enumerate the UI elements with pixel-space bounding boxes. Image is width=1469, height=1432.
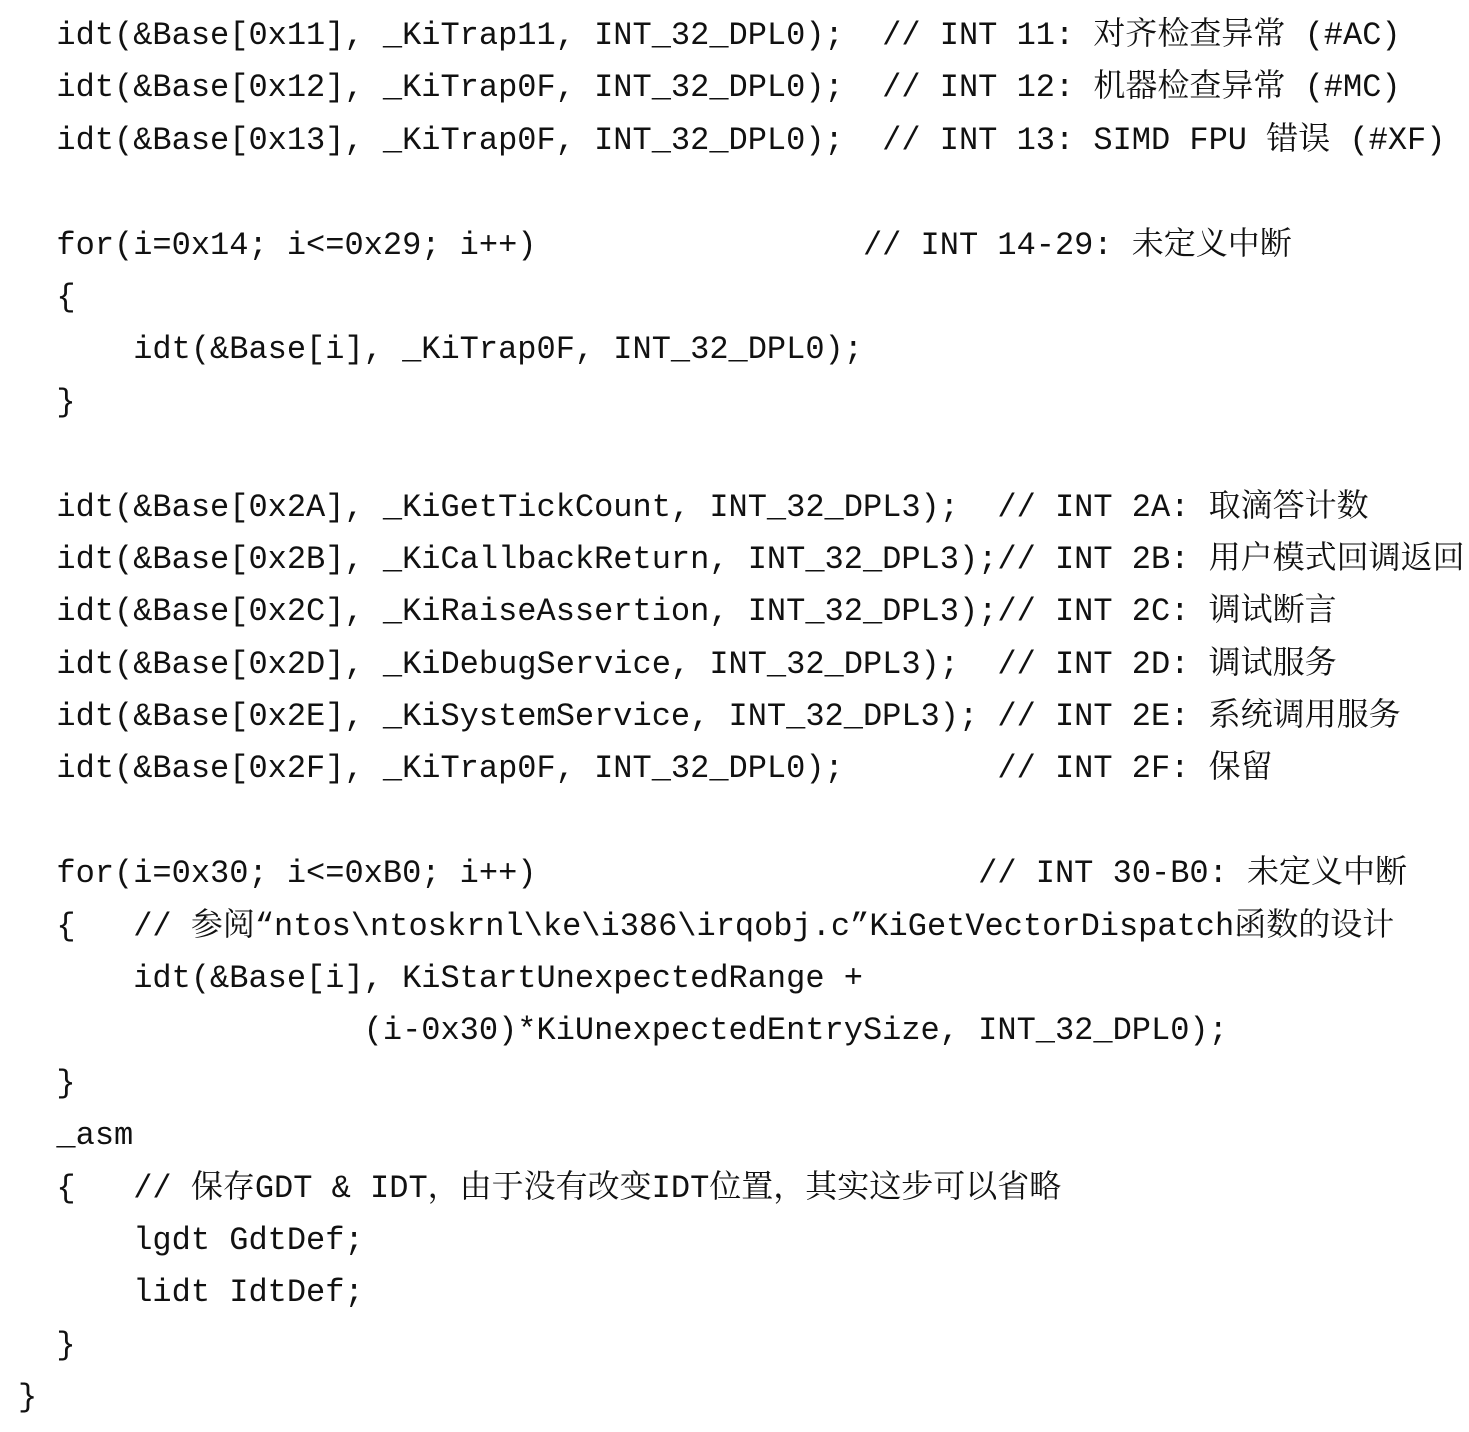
code-line: { // 参阅“ntos\ntoskrnl\ke\i386\irqobj.c”KiGetVectorDispatch函数的设计	[18, 907, 1395, 945]
code-line: idt(&Base[0x12], _KiTrap0F, INT_32_DPL0); // INT 12: 机器检查异常 (#MC)	[18, 69, 1401, 107]
code-line: _asm	[18, 1117, 134, 1155]
code-line: idt(&Base[0x2B], _KiCallbackReturn, INT_32_DPL3);// INT 2B: 用户模式回调返回	[18, 540, 1465, 578]
code-line: }	[18, 1379, 38, 1417]
code-line: (i-0x30)*KiUnexpectedEntrySize, INT_32_DPL0);	[18, 1012, 1228, 1050]
code-line: idt(&Base[0x2C], _KiRaiseAssertion, INT_32_DPL3);// INT 2C: 调试断言	[18, 593, 1337, 631]
code-line	[18, 167, 1458, 219]
code-line: for(i=0x14; i<=0x29; i++) // INT 14-29: 未定义中断	[18, 226, 1292, 264]
code-line: idt(&Base[0x13], _KiTrap0F, INT_32_DPL0); // INT 13: SIMD FPU 错误 (#XF)	[18, 121, 1446, 159]
code-line: }	[18, 1064, 76, 1102]
code-line: }	[18, 1326, 76, 1364]
code-line: idt(&Base[0x2A], _KiGetTickCount, INT_32_DPL3); // INT 2A: 取滴答计数	[18, 488, 1369, 526]
code-line	[18, 429, 1458, 481]
code-line: for(i=0x30; i<=0xB0; i++) // INT 30-B0: 未定义中断	[18, 855, 1408, 893]
code-line: idt(&Base[i], _KiTrap0F, INT_32_DPL0);	[18, 331, 863, 369]
code-line: idt(&Base[0x2F], _KiTrap0F, INT_32_DPL0); // INT 2F: 保留	[18, 750, 1273, 788]
code-line: idt(&Base[i], KiStartUnexpectedRange +	[18, 960, 863, 998]
code-line: {	[18, 278, 76, 316]
code-line: lidt IdtDef;	[18, 1274, 364, 1312]
code-line: lgdt GdtDef;	[18, 1221, 364, 1259]
code-line: idt(&Base[0x2D], _KiDebugService, INT_32_DPL3); // INT 2D: 调试服务	[18, 645, 1337, 683]
code-line: { // 保存GDT & IDT，由于没有改变IDT位置，其实这步可以省略	[18, 1169, 1062, 1207]
code-line: idt(&Base[0x2E], _KiSystemService, INT_32_DPL3); // INT 2E: 系统调用服务	[18, 698, 1401, 736]
code-line	[18, 796, 1458, 848]
code-listing	[18, 10, 1465, 1425]
code-line: }	[18, 383, 76, 421]
code-line: idt(&Base[0x11], _KiTrap11, INT_32_DPL0); // INT 11: 对齐检查异常 (#AC)	[18, 17, 1401, 54]
